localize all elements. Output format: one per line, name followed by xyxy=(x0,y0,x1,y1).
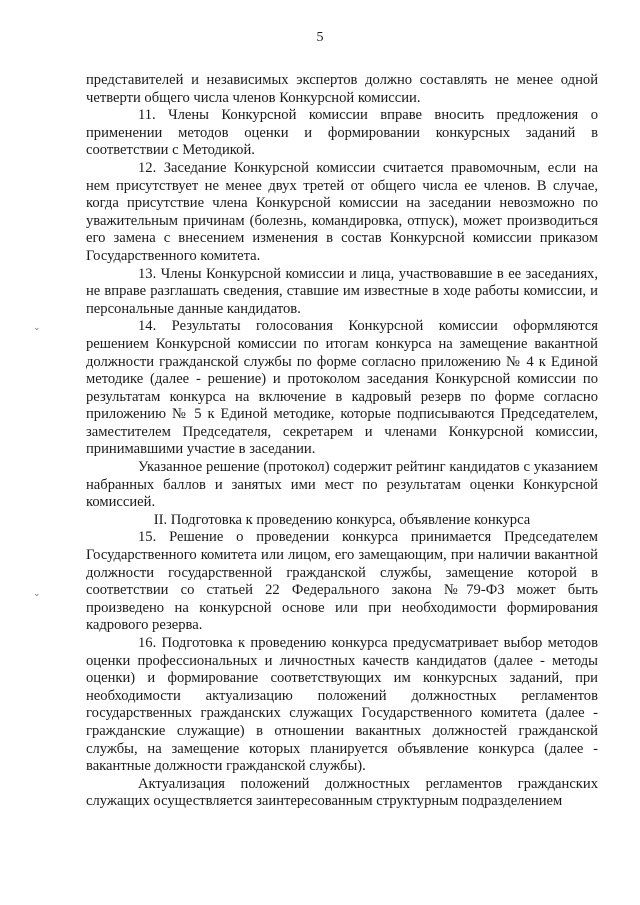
paragraph-12: 12. Заседание Конкурсной комиссии считается правомочным, если на нем присутствует не менее двух третей от общего числа ее членов. В случае, когда присутствие члена Конкурсной комиссии на заседании невозможно по уважительным причинам (болезнь, командировка, отпуск), может производиться его замена с внесением изменения в состав Конкурсной комиссии приказом Государственного комитета. xyxy=(86,159,598,264)
section-heading: II. Подготовка к проведению конкурса, объявление конкурса xyxy=(153,511,531,528)
paragraph-15: 15. Решение о проведении конкурса принимается Председателем Государственного комитета или лицом, его замещающим, при наличии вакантной должности государственной гражданской службы, замещение которой в соответствии со статьей 22 Федерального закона №79-ФЗ может быть произведено на конкурсной основе или при необходимости формирования кадрового резерва. xyxy=(86,529,598,634)
paragraph: представителей и независимых экспертов должно составлять не менее одной четверти общего числа членов Конкурсной комиссии. xyxy=(86,72,598,106)
page-number: 5 xyxy=(316,30,324,45)
margin-mark: ⌄ xyxy=(33,588,41,598)
paragraph-16: 16. Подготовка к проведению конкурса предусматривает выбор методов оценки профессиональных и личностных качеств кандидатов (далее - методы оценки) и формирование соответствующих им конкурсных заданий, при необходимости актуализацию положений должностных регламентов государственных гражданских служащих Государственного комитета (далее - гражданские служащие) в отношении вакантных должностей гражданской службы, на замещение которых планируется объявление конкурса (далее - вакантные должности гражданской службы). xyxy=(86,635,598,775)
paragraph-14: 14. Результаты голосования Конкурсной комиссии оформляются решением Конкурсной комиссии по итогам конкурса на замещение вакантной должности гражданской службы по форме согласно приложению № 4 к Единой методике (далее - решение) и протоколом заседания Конкурсной комиссии по результатам конкурса на включение в кадровый резерв по форме согласно приложению № 5 к Единой методике, которые подписываются Председателем, заместителем Председателя, секретарем и членами Конкурсной комиссии, принимавшими участие в заседании. xyxy=(86,318,598,458)
paragraph-13: 13. Члены Конкурсной комиссии и лица, участвовавшие в ее заседаниях, не вправе разглашать сведения, ставшие им известные в ходе работы комиссии, и персональные данные кандидатов. xyxy=(86,265,598,317)
paragraph-actualization: Актуализация положений должностных регламентов гражданских служащих осуществляется заинтересованным структурным подразделением xyxy=(86,775,598,810)
paragraph-11: 11. Члены Конкурсной комиссии вправе вносить предложения о применении методов оценки и формировании конкурсных заданий в соответствии с Методикой. xyxy=(86,107,598,159)
document-body xyxy=(86,72,598,811)
margin-mark: ⌄ xyxy=(33,322,41,332)
paragraph-decision: Указанное решение (протокол) содержит рейтинг кандидатов с указанием набранных баллов и занятых ими мест по результатам оценки Конкурсной комиссией. xyxy=(86,459,598,511)
